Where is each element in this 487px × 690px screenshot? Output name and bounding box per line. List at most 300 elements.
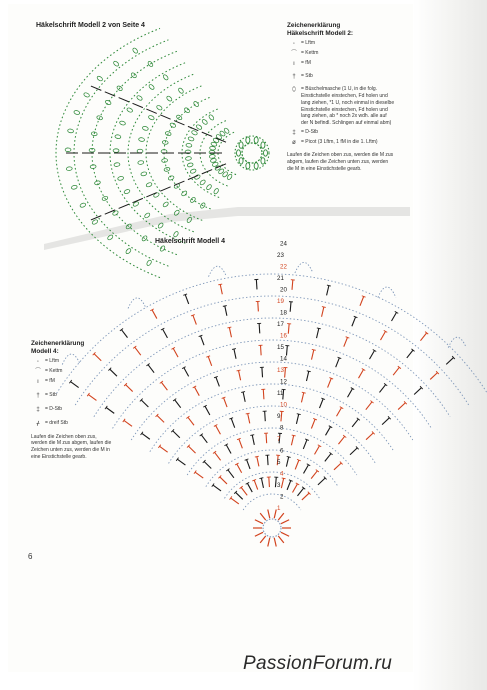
stitch-mark [446,358,453,365]
round-label: 2 [280,493,284,501]
cluster-mark [119,120,126,125]
stitch-mark [381,331,386,340]
stitch-mark [220,477,227,484]
cluster-mark [166,95,173,102]
chain-arc [225,472,320,498]
stitch-mark [278,536,284,543]
cluster-mark [138,160,144,164]
cluster-mark [90,165,96,169]
stitch-mark [311,419,315,428]
stitch-mark [281,520,289,524]
stitch-mark [237,370,241,371]
stitch-mark [274,509,276,518]
triple-treble-icon: ᚋ [36,421,40,428]
cluster-mark [264,150,268,156]
stitch-mark [157,415,164,422]
stitch-mark [350,448,357,455]
stitch-mark [352,419,358,427]
cluster-mark [193,101,199,108]
double-crochet-icon: † [292,74,296,81]
cluster-mark [261,158,265,164]
cluster-mark [138,137,144,142]
stitch-mark [193,315,196,324]
stitch-mark [360,296,364,305]
cluster-mark [125,248,132,255]
stitch-mark [327,286,329,296]
stitch-mark [302,493,309,500]
cluster-mark [96,75,103,81]
stitch-mark [236,492,243,499]
cluster-mark [261,142,265,148]
diagram4-title: Häkelschrift Modell 4 [155,238,226,245]
cluster-mark [170,122,177,128]
stitch-mark [146,109,156,113]
cluster-mark [239,142,243,148]
stitch-mark [286,457,288,467]
stitch-mark [312,349,316,350]
round-label: 6 [280,447,284,455]
round-label: 10 [280,401,287,409]
stitch-mark [204,462,211,469]
double-crochet-icon: † [36,393,40,400]
stitch-mark [255,520,263,524]
stitch-mark [257,457,259,467]
cluster-mark [181,190,188,196]
stitch-mark [216,425,221,434]
stitch-mark [237,464,242,473]
cluster-mark [190,168,197,174]
stitch-mark [142,433,150,439]
cluster-mark [246,137,250,143]
round-label: 5 [277,459,281,466]
stitch-mark [256,279,257,289]
stitch-mark [254,480,257,489]
round-label: 21 [277,275,284,282]
round-label: 22 [280,263,287,271]
cluster-mark [146,182,153,188]
picot-icon: ø [292,139,296,146]
stitch-mark [311,471,317,479]
legend2-item: ⌒ = Kettm [287,50,395,58]
cluster-mark [206,184,213,191]
stitch-mark [291,436,293,446]
stitch-mark [260,513,266,520]
stitch-mark [269,477,270,487]
cluster-mark [159,245,165,252]
legend4-item: ᚋ = dreif Stb [31,420,113,428]
stitch-mark [177,459,185,465]
diagram2-title: Häkelschrift Modell 2 von Seite 4 [36,22,145,29]
stitch-mark [231,498,239,504]
stitch-mark [146,193,156,197]
stitch-mark [262,367,263,377]
ring-chain [242,143,262,163]
round-label: 3 [277,482,281,489]
stitch-mark [261,478,263,488]
picot-arc [295,262,313,273]
stitch-mark [307,371,311,372]
stitch-mark [344,337,348,346]
stitch-mark [205,406,210,415]
cluster-mark [71,185,78,190]
stitch-mark [234,349,236,359]
stitch-mark [259,478,263,479]
stitch-mark [352,317,356,326]
stitch-mark [224,398,227,407]
cluster-mark [239,158,243,164]
stitch-mark [194,387,199,396]
stitch-mark [213,485,221,491]
ring-chain [263,519,281,537]
round-label: 1 [277,505,281,512]
chain-stitch-icon: ◦ [292,41,296,47]
stitch-mark [326,427,331,436]
stitch-mark [282,478,286,479]
cluster-mark [186,143,192,148]
stitch-mark [160,115,170,119]
stitch-mark [252,435,254,445]
stitch-mark [241,487,247,495]
stitch-mark [393,367,399,375]
stitch-mark [247,483,252,492]
stitch-mark [195,472,203,478]
cluster-mark [246,163,250,169]
stitch-mark [259,323,260,333]
stitch-mark [286,346,287,356]
stitch-mark [382,418,389,425]
cluster-mark [187,162,194,167]
round-label: 7 [277,436,281,443]
stitch-mark [218,284,222,285]
cluster-stitch-icon: ⬯ [292,87,296,94]
stitch-mark [188,446,195,453]
chain-arc [243,494,301,510]
stitch-mark [359,370,364,379]
stitch-mark [135,347,141,355]
legend2-item: ı = fM [287,60,395,68]
slip-stitch-icon: ⌒ [34,369,41,376]
legend2-item: ø = Picot (3 Lftm, 1 fM in die 1. Lftm) [287,139,395,147]
chain-arc [187,428,357,475]
round-label: 23 [277,252,284,259]
stitch-mark [188,417,194,425]
stitch-mark [239,371,241,381]
stitch-mark [185,295,188,304]
stitch-mark [268,538,270,547]
stitch-mark [232,349,236,350]
round-label: 14 [280,355,287,363]
cluster-mark [92,219,99,225]
round-label: 20 [280,286,287,294]
stitch-mark [202,170,212,174]
stitch-mark [163,329,168,338]
stitch-mark [297,488,303,496]
cluster-mark [190,197,197,204]
stitch-mark [337,408,342,417]
slip-stitch-icon: ⌒ [290,51,297,58]
stitch-mark [281,411,282,421]
cluster-mark [142,126,149,131]
legend2-item: † = Stb [287,73,395,81]
stitch-mark [124,420,132,426]
round-label: 15 [277,344,284,351]
stitch-mark [201,435,207,443]
round-label: 8 [280,424,284,432]
cluster-mark [67,129,73,134]
round-label: 19 [277,298,284,305]
stitch-mark [302,392,306,393]
cluster-mark [199,179,206,185]
cluster-mark [188,136,195,141]
stitch-mark [202,132,212,136]
stitch-mark [338,436,344,444]
stitch-mark [304,465,309,474]
cluster-mark [191,130,198,136]
legend4-item: ı = fM [31,378,113,386]
cluster-mark [162,201,169,207]
legend2-item: ‡ = D-Stb [287,129,395,137]
stitch-mark [174,121,184,125]
stitch-mark [231,418,234,427]
cluster-mark [115,134,121,139]
cluster-mark [146,259,152,266]
stitch-mark [228,470,234,478]
cluster-mark [162,74,168,81]
stitch-mark [255,456,259,457]
stitch-mark [268,509,270,518]
cluster-mark [209,146,215,151]
cluster-mark [137,149,143,153]
chain-arc [75,296,468,405]
stitch-mark [148,365,154,373]
stitch-mark [227,327,231,328]
cluster-mark [113,60,120,67]
round-label: 24 [280,240,287,248]
stitch-mark [265,411,266,421]
picot-arc [378,287,396,298]
round-label: 9 [277,413,281,420]
cluster-mark [173,231,179,238]
cluster-mark [136,95,143,101]
stitch-mark [226,445,231,454]
stitch-mark [201,336,204,345]
legend4-item: ‡ = D-Stb [31,406,113,414]
stitch-mark [220,284,222,294]
stitch-mark [241,392,245,393]
cluster-mark [65,148,71,152]
stitch-mark [229,327,231,337]
stitch-mark [292,435,296,436]
page-number: 6 [28,552,33,561]
stitch-mark [215,452,221,460]
round-label: 11 [277,390,284,397]
legend4-item: † = Stb [31,392,113,400]
stitch-mark [366,433,373,440]
stitch-mark [119,204,129,208]
stitch-mark [301,393,303,403]
cluster-mark [208,114,214,121]
cluster-mark [254,163,258,169]
round-label: 12 [280,378,287,386]
stitch-mark [420,333,426,341]
cluster-mark [80,202,87,208]
stitch-mark [173,348,178,357]
round-label: 17 [277,321,284,328]
stitch-mark [288,324,289,334]
stitch-mark [297,414,301,415]
cluster-mark [132,47,138,54]
stitch-mark [141,400,148,407]
stitch-mark [248,414,250,424]
stitch-mark [258,301,259,311]
stitch-mark [152,310,157,319]
stitch-mark [173,431,180,438]
legend4-item: ◦ = Lftm [31,358,113,366]
stitch-mark [334,463,341,470]
chain-arc [57,274,487,393]
cluster-mark [213,188,219,195]
stitch-mark [119,98,129,102]
cluster-mark [196,124,203,130]
stitch-mark [263,389,264,399]
stitch-mark [274,538,276,547]
stitch-mark [379,385,385,393]
stitch-mark [317,328,321,329]
cluster-mark [114,162,120,166]
stitch-mark [430,373,437,380]
cluster-mark [185,156,191,160]
single-crochet-icon: ı [37,379,39,386]
picot-arc [209,266,227,277]
stitch-mark [322,307,324,317]
stitch-mark [293,484,298,493]
stitch-mark [255,532,263,536]
stitch-mark [315,446,320,455]
round-label: 16 [280,332,287,340]
stitch-mark [281,478,283,488]
cluster-mark [168,175,175,181]
legend2-item: ⬯ = Büschelmasche (1 U, in die folg. Einstichstelle einstechen, Fd holen und lang ziehen, *1 U, noch einmal in dieselbe Einstichstelle einstechen, Fd holen und lang ziehen, ab * noch 2x wdh. alle auf der N befindl. Schlingen auf einmal abm) [287,86,395,127]
stitch-mark [184,368,189,377]
stitch-mark [225,306,227,316]
stitch-mark [278,513,284,520]
cluster-mark [162,158,168,162]
round-label: 4 [280,470,284,478]
stitch-mark [327,285,331,286]
cluster-mark [156,105,163,111]
stitch-mark [366,402,372,410]
picot-arc [128,298,146,309]
stitch-mark [336,358,340,367]
stitch-mark [290,302,291,312]
stitch-mark [292,280,293,290]
stitch-mark [287,481,291,490]
cluster-mark [141,171,148,176]
cluster-mark [113,149,119,153]
stitch-mark [239,439,242,448]
stitch-mark [250,435,254,436]
legend2-heading: Zeichenerklärung Häkelschrift Modell 2: [287,22,354,37]
cluster-mark [148,84,155,91]
stitch-mark [223,306,227,307]
stitch-mark [246,413,250,414]
stitch-mark [105,92,115,96]
stitch-mark [328,378,332,387]
cluster-mark [124,189,131,195]
chain-arc [169,406,376,463]
legend-model-2 [287,22,395,172]
chain-arc [94,318,450,417]
chain-arc [206,447,338,487]
stitch-mark [287,456,291,457]
cluster-mark [209,154,215,158]
stitch-mark [208,356,211,365]
cluster-mark [209,150,215,154]
stitch-mark [392,312,397,321]
cluster-mark [144,212,151,218]
legend2-note: Laufen die Zeichen oben zus, werden die M zus abgem, laufen die Zeichen unten zus, werden die M in eine Einstichstelle gearb. [287,152,394,172]
stitch-mark [348,389,353,398]
treble-crochet-icon: ‡ [36,407,40,414]
cluster-mark [201,119,208,126]
cluster-mark [105,100,112,106]
watermark: PassionForum.ru [243,653,393,674]
diagram4-fan-chart [57,262,487,546]
diagram4-round-labels [277,241,287,513]
cluster-mark [94,180,101,185]
stitch-mark [306,371,308,381]
stitch-mark [295,460,299,469]
legend2-item: ◦ = Lftm [287,40,395,48]
stitch-mark [260,536,266,543]
round-label: 13 [277,367,284,374]
cluster-mark [83,92,90,98]
stitch-mark [126,385,133,392]
stitch-mark [132,103,142,107]
stitch-mark [267,455,268,465]
stitch-mark [285,368,286,378]
cluster-mark [254,137,258,143]
stitch-mark [161,382,167,390]
cluster-mark [126,107,133,113]
stitch-mark [407,350,413,358]
chain-arc [113,340,432,428]
legend4-item: ⌒ = Kettm [31,368,113,376]
cluster-mark [178,87,184,94]
stitch-mark [266,433,267,443]
single-crochet-icon: ı [293,61,295,68]
stitch-mark [160,446,168,452]
treble-crochet-icon: ‡ [292,129,296,136]
stitch-mark [243,392,245,402]
stitch-mark [325,454,331,462]
stitch-mark [322,307,326,308]
stitch-mark [303,440,307,449]
stitch-mark [121,330,127,338]
stitch-mark [317,328,319,338]
section-divider [44,207,410,250]
picot-arc [448,337,466,348]
stitch-mark [414,388,421,395]
stitch-mark [160,187,170,191]
stitch-mark [296,414,298,424]
stitch-mark [398,403,405,410]
cluster-mark [66,167,72,171]
cluster-mark [148,115,155,121]
stitch-mark [318,478,325,485]
stitch-mark [312,350,314,360]
cluster-mark [117,176,124,181]
